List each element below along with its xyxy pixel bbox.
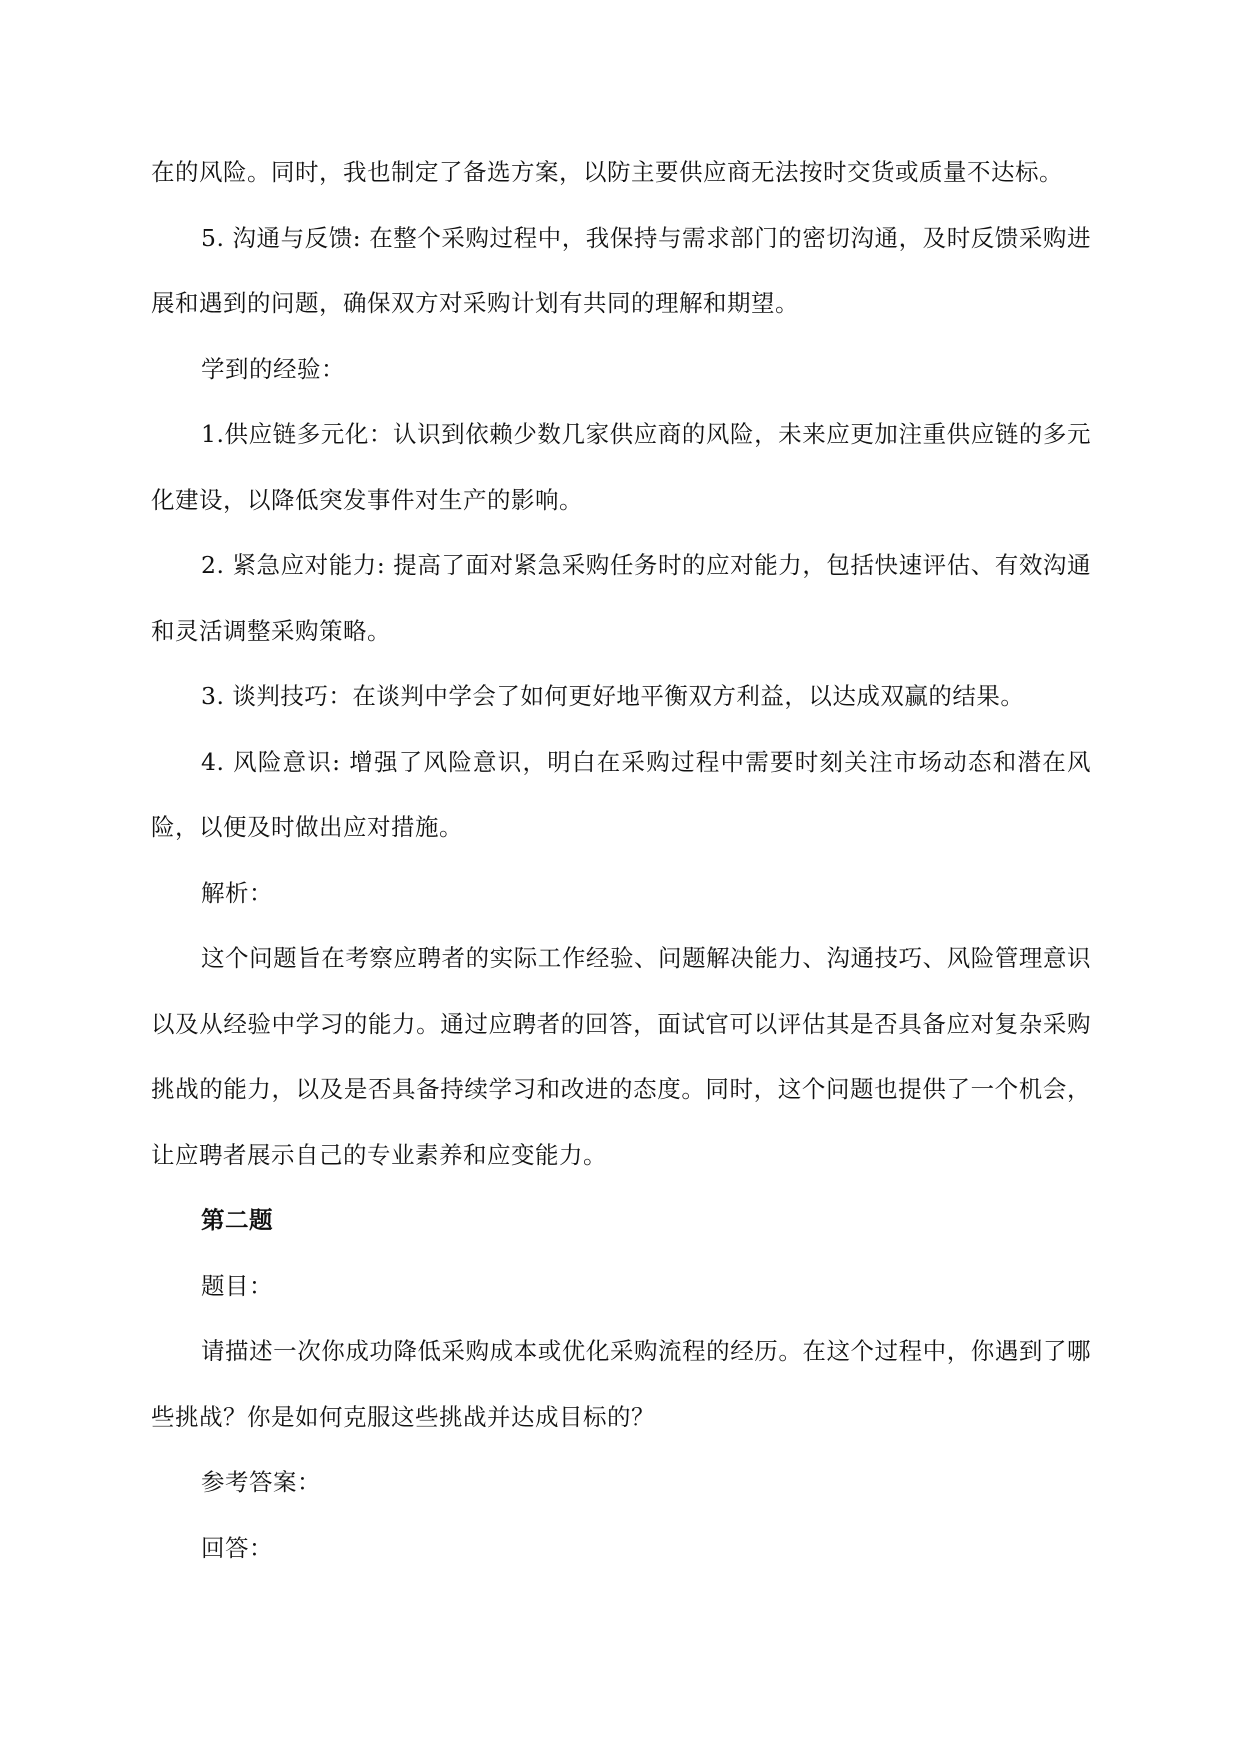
paragraph-risk-awareness: 4. 风险意识: 增强了风险意识，明白在采购过程中需要时刻关注市场动态和潜在风险，以便及时做出应对措施。 — [151, 747, 1091, 841]
heading-question: 题目： — [201, 1271, 273, 1300]
paragraph-communication-feedback: 5. 沟通与反馈: 在整个采购过程中，我保持与需求部门的密切沟通，及时反馈采购进展和遇到的问题，确保双方对采购计划有共同的理解和期望。 — [151, 223, 1091, 317]
paragraph-analysis-body: 这个问题旨在考察应聘者的实际工作经验、问题解决能力、沟通技巧、风险管理意识以及从经验中学习的能力。通过应聘者的回答，面试官可以评估其是否具备应对复杂采购挑战的能力，以及是否具备持续学习和改进的态度。同时，这个问题也提供了一个机会，让应聘者展示自己的专业素养和应变能力。 — [151, 944, 1091, 1169]
paragraph-question-body: 请描述一次你成功降低采购成本或优化采购流程的经历。在这个过程中，你遇到了哪些挑战？你是如何克服这些挑战并达成目标的？ — [151, 1337, 1091, 1431]
heading-reference-answer: 参考答案： — [201, 1468, 321, 1496]
heading-lessons-learned: 学到的经验： — [201, 354, 345, 383]
paragraph-negotiation-skills: 3. 谈判技巧：在谈判中学会了如何更好地平衡双方利益，以达成双赢的结果。 — [201, 682, 1025, 710]
document-body — [151, 140, 1091, 1581]
paragraph-emergency-response: 2. 紧急应对能力: 提高了面对紧急采购任务时的应对能力，包括快速评估、有效沟通和灵活调整采购策略。 — [151, 551, 1091, 645]
section-title-question-two: 第二题 — [201, 1206, 273, 1234]
heading-analysis: 解析： — [201, 878, 273, 907]
paragraph-supply-chain-diversification: 1.供应链多元化：认识到依赖少数几家供应商的风险，未来应更加注重供应链的多元化建设，以降低突发事件对生产的影响。 — [151, 420, 1091, 514]
paragraph-risk-continuation: 在的风险。同时，我也制定了备选方案，以防主要供应商无法按时交货或质量不达标。 — [151, 158, 1063, 186]
heading-answer: 回答： — [201, 1533, 273, 1562]
